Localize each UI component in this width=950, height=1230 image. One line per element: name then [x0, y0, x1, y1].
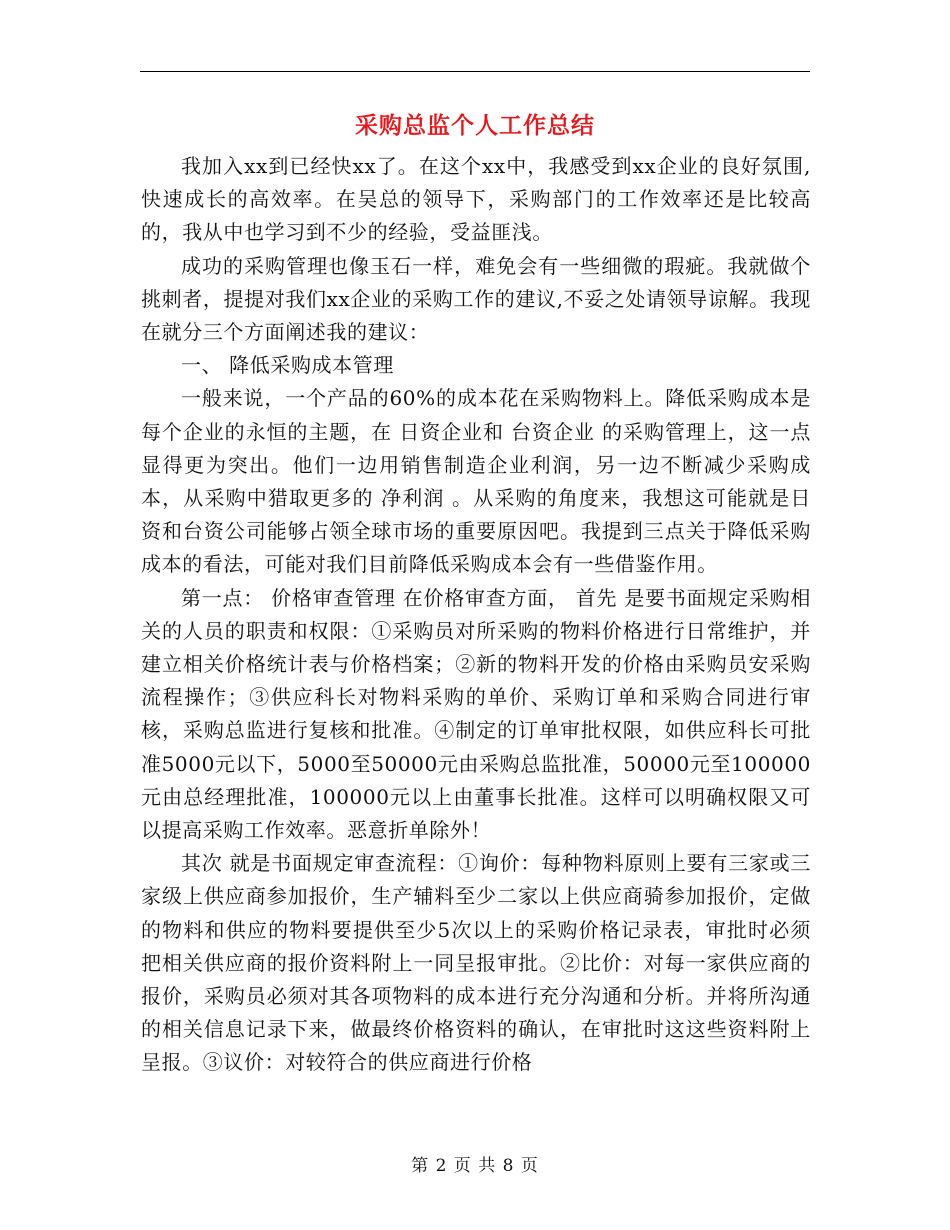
section-heading: 一、 降低采购成本管理 [181, 353, 394, 378]
document-title: 采购总监个人工作总结 [355, 112, 595, 139]
paragraph-second: 其次 就是书面规定审查流程：①询价：每种物料原则上要有三家或三家级上供应商参加报价，生产辅料至少二家以上供应商骑参加报价，定做的物料和供应的物料要提供至少5次以上的采购价格记录表，审批时必须把相关供应商的报价资料附上一同呈报审批。②比价：对每一家供应商的报价，采购员必须对其各项物料的成本进行充分沟通和分析。并将所沟通的相关信息记录下来，做最终价格资料的确认，在审批时这这些资料附上呈报。③议价：对较符合的供应商进行价格 [141, 851, 811, 1075]
paragraph-cost: 一般来说，一个产品的60%的成本花在采购物料上。降低采购成本是每个企业的永恒的主题，在 日资企业和 台资企业 的采购管理上，这一点显得更为突出。他们一边用销售制造企业利润，另一边不断减少采购成本，从采购中猎取更多的 净利润 。从采购的角度来，我想这可能就是日资和台资公司能够占领全球市场的重要原因吧。我提到三点关于降低采购成本的看法，可能对我们目前降低采购成本会有一些借鉴作用。 [141, 386, 811, 577]
header-rule [140, 71, 810, 72]
page-footer: 第 2 页 共 8 页 [411, 1156, 539, 1176]
document-body [141, 150, 811, 1080]
paragraph-point-one: 第一点： 价格审查管理 在价格审查方面， 首先 是要书面规定采购相关的人员的职责和权限：①采购员对所采购的物料价格进行日常维护，并建立相关价格统计表与价格档案；②新的物料开发的价格由采购员安采购流程操作；③供应科长对物料采购的单价、采购订单和采购合同进行审核，采购总监进行复核和批准。④制定的订单审批权限，如供应科长可批准5000元以下，5000至50000元由采购总监批准，50000元至100000元由总经理批准，100000元以上由董事长批准。这样可以明确权限又可以提高采购工作效率。恶意折单除外！ [141, 585, 811, 843]
paragraph-intro: 我加入xx到已经快xx了。在这个xx中，我感受到xx企业的良好氛围,快速成长的高效率。在吴总的领导下，采购部门的工作效率还是比较高的，我从中也学习到不少的经验，受益匪浅。 [141, 154, 811, 245]
paragraph-suggestions: 成功的采购管理也像玉石一样，难免会有一些细微的瑕疵。我就做个挑刺者，提提对我们xx企业的采购工作的建议,不妥之处请领导谅解。我现在就分三个方面阐述我的建议： [141, 253, 811, 345]
